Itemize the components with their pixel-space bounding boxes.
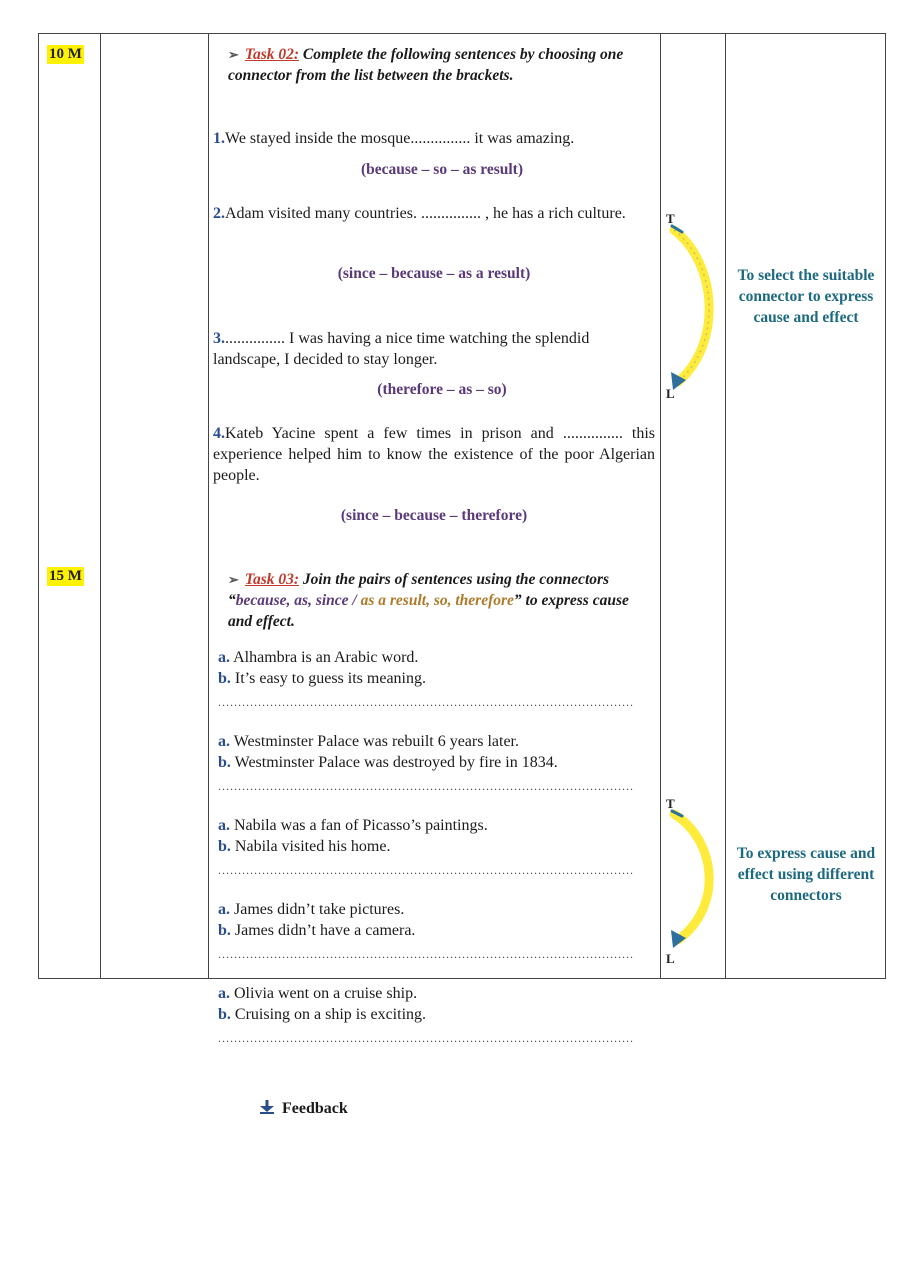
connector-choices: (therefore – as – so) — [377, 381, 507, 398]
answer-line: ........................................................................................................ — [218, 695, 634, 709]
interaction-t-label: T — [666, 796, 675, 811]
down-arrow-bullet-icon — [258, 1100, 276, 1114]
connector-choices: (because – so – as result) — [360, 161, 524, 178]
connector-choices: (since – because – as a result) — [337, 265, 531, 282]
task3-name: Task 03: — [244, 571, 300, 588]
bullet-arrow-icon: ➢ — [228, 47, 239, 62]
answer-line: ........................................................................................................ — [218, 947, 634, 961]
cause-connectors: because, as, since / — [235, 592, 357, 609]
task2-instruction: Complete the following sentences by choosing one connector from the list between the brackets. — [228, 46, 624, 84]
answer-line: ........................................................................................................ — [218, 863, 634, 877]
interaction-t-label: T — [666, 211, 675, 226]
teacher-learner-arrow-icon — [668, 222, 728, 392]
feedback-heading: Feedback — [258, 1100, 348, 1118]
teacher-learner-arrow-icon — [668, 808, 728, 948]
effect-connectors: as a result, so, therefore — [360, 592, 514, 609]
time-label: 10 M — [49, 46, 82, 62]
connector-choices: (since – because – therefore) — [340, 507, 528, 524]
sentence-pair: a. Westminster Palace was rebuilt 6 years later. b. Westminster Palace was destroyed by fire in 1834. ........................................................................................................ — [218, 731, 648, 797]
task2-title — [228, 44, 638, 86]
sentence-pair: a. Alhambra is an Arabic word. b. It’s easy to guess its meaning. ........................................................................................................ — [218, 647, 648, 713]
interaction-l-label: L — [666, 386, 675, 401]
objective-1: To select the suitable connector to express cause and effect — [737, 267, 875, 326]
task2-item-1: 1.We stayed inside the mosque............... it was amazing. — [213, 130, 575, 147]
sentence-pair: a. Olivia went on a cruise ship. b. Cruising on a ship is exciting. ........................................................................................................ — [218, 983, 648, 1049]
task2-name: Task 02: — [244, 46, 300, 63]
task2-item-4: 4.Kateb Yacine spent a few times in prison and ............... this experience helped him to know the existence of the poor Algerian people. — [213, 425, 655, 484]
column-divider — [100, 34, 101, 978]
task3-title: ➢ Task 03: Join the pairs of sentences using the connectors “because, as, since / as a result, so, therefore” to express cause and effect. — [228, 571, 629, 630]
sentence-pair: a. Nabila was a fan of Picasso’s paintings. b. Nabila visited his home. ........................................................................................................ — [218, 815, 648, 881]
sentence-pair: a. James didn’t take pictures. b. James didn’t have a camera. ........................................................................................................ — [218, 899, 648, 965]
task2-item-3: 3................ I was having a nice time watching the splendid landscape, I decided to stay longer. — [213, 330, 590, 368]
time-label: 15 M — [49, 568, 82, 584]
objective-2: To express cause and effect using different connectors — [736, 845, 876, 904]
answer-line: ........................................................................................................ — [218, 1031, 634, 1045]
answer-line: ........................................................................................................ — [218, 779, 634, 793]
interaction-l-label: L — [666, 951, 675, 966]
column-divider — [208, 34, 209, 978]
task2-item-2: 2.Adam visited many countries. ............... , he has a rich culture. — [213, 205, 626, 222]
bullet-arrow-icon: ➢ — [228, 572, 239, 587]
